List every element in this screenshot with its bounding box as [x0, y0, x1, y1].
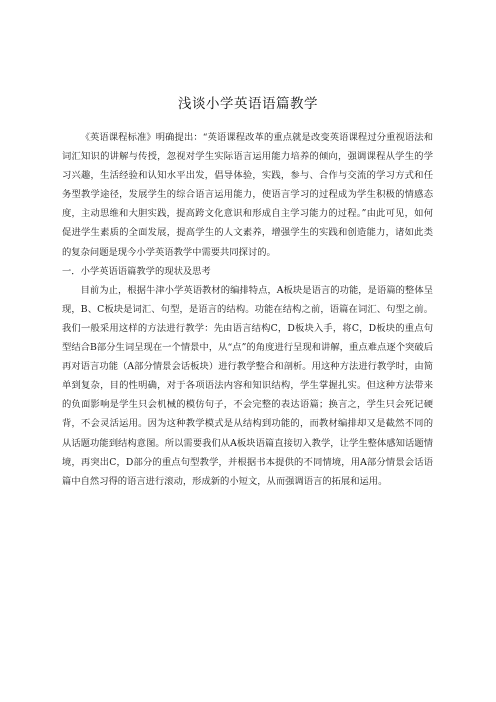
document-title: 浅谈小学英语语篇教学 [178, 96, 318, 112]
document-body [62, 128, 433, 491]
section-heading: 一．小学英语语篇教学的现状及思考 [62, 265, 211, 277]
intro-paragraph: 《英语课程标准》明确提出：“英语课程改革的重点就是改变英语课程过分重视语法和词汇知识的讲解与传授，忽视对学生实际语言运用能力培养的倾向，强调课程从学生的学习兴趣，生活经验和认知水平出发，倡导体验，实践，参与、合作与交流的学习方式和任务型教学途径，发展学生的综合语言运用能力，使语言学习的过程成为学生积极的情感态度，主动思维和大胆实践，提高跨文化意识和形成自主学习能力的过程。”由此可见，如何促进学生素质的全面发展，提高学生的人文素养，增强学生的实践和创造能力，诸如此类的复杂问题是现今小学英语教学中需要共同探讨的。 [62, 132, 433, 258]
section-paragraph: 目前为止，根据牛津小学英语教材的编排特点，A板块是语言的功能，是语篇的整体呈现，B、C板块是词汇、句型，是语言的结构。功能在结构之前，语篇在词汇、句型之前。我们一般采用这样的方法进行教学：先由语言结构C，D板块入手，将C，D板块的重点句型结合B部分生词呈现在一个情景中，从“点”的角度进行呈现和讲解，重点难点逐个突破后再对语言功能（A部分情景会话板块）进行教学整合和剖析。用这种方法进行教学时，由简单到复杂，目的性明确，对于各项语法内容和知识结构，学生掌握扎实。但这种方法带来的负面影响是学生只会机械的模仿句子，不会完整的表达语篇；换言之，学生只会死记硬背，不会灵活运用。因为这种教学模式是从结构到功能的，而教材编排却又是截然不同的从话题功能到结构意图。所以需要我们从A板块语篇直接切入教学，让学生整体感知话题情境，再突出C，D部分的重点句型教学，并根据书本提供的不同情境，用A部分情景会话语篇中自然习得的语言进行滚动，形成新的小短文，从而强调语言的拓展和运用。 [62, 284, 433, 487]
